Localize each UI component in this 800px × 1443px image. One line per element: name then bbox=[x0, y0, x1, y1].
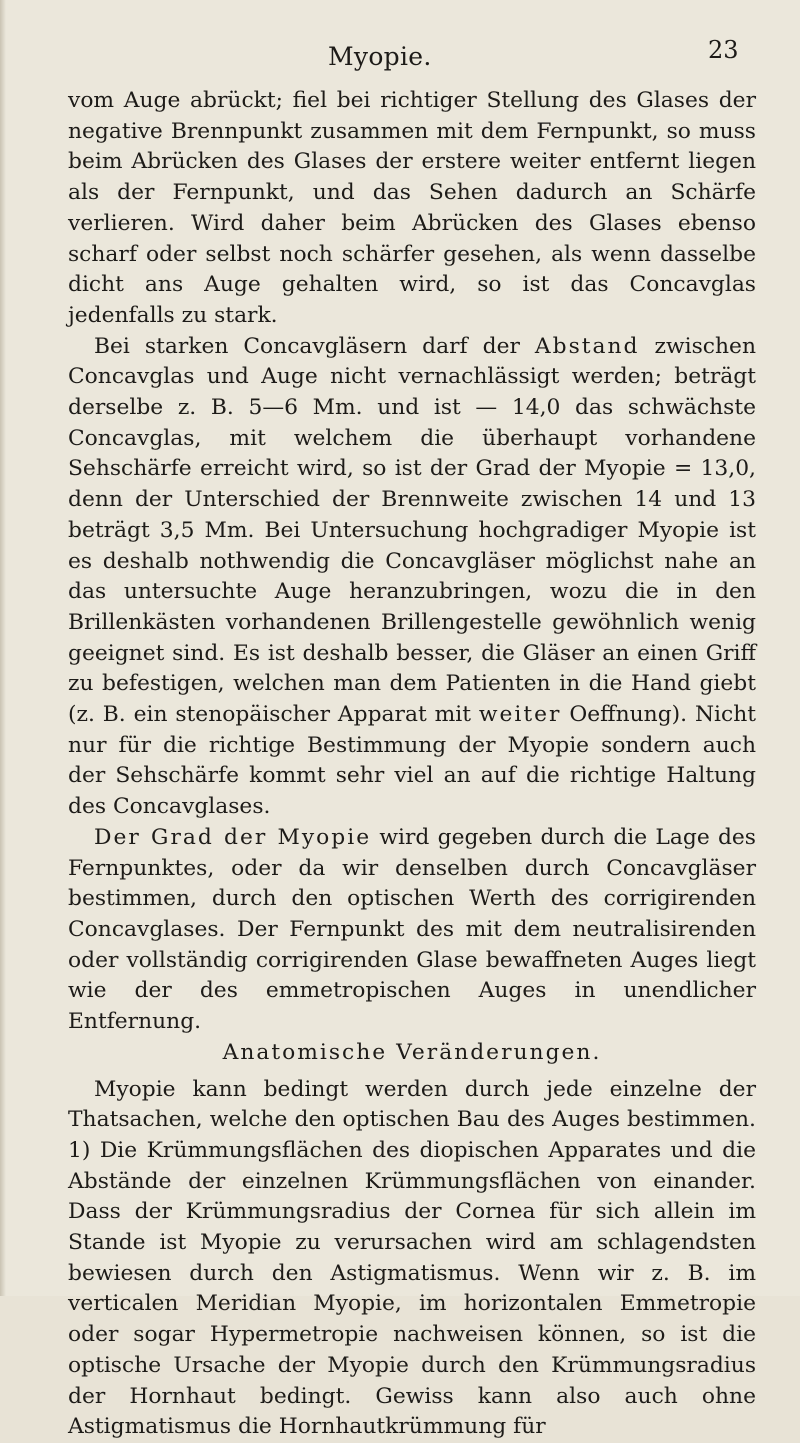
paragraph-1: vom Auge abrückt; fiel bei richtiger Stellung des Glases der negative Brennpunkt zusammen mit dem Fernpunkt, so muss beim Abrücken des Glases der erstere weiter entfernt liegen als der Fernpunkt, und das Sehen dadurch an Schärfe verlieren. Wird daher beim Abrücken des Glases ebenso scharf oder selbst noch schärfer gesehen, als wenn dasselbe dicht ans Auge gehalten wird, so ist das Concavglas jedenfalls zu stark. bbox=[68, 88, 756, 328]
paragraph-2-text-c: zwischen Concavglas und Auge nicht vernachlässigt werden; beträgt derselbe z. B. 5—6 Mm. und ist — 14,0 das schwächste Concavglas, mit welchem die überhaupt vorhandene Sehschärfe erreicht wird, so ist der Grad der Myopie = 13,0, denn der Unterschied der Brennweite zwischen 14 und 13 beträgt 3,5 Mm. Bei Untersuchung hochgradiger Myopie ist es deshalb nothwendig die Concavgläser möglichst nahe an das untersuchte Auge heranzubringen, wozu die in den Brillenkästen vorhandenen Brillengestelle gewöhnlich wenig geeignet sind. Es ist deshalb besser, die Gläser an einen Griff zu befestigen, welchen man dem Patienten in die Hand giebt (z. B. ein stenopäischer Apparat mit bbox=[68, 333, 756, 728]
emphasis-grad-der-myopie: Der Grad der Myopie bbox=[94, 824, 372, 850]
paragraph-4: Myopie kann bedingt werden durch jede einzelne der Thatsachen, welche den optischen Bau des Auges bestimmen. 1) Die Krümmungsflächen des diopischen Apparates und die Abstände der einzelnen Krümmungsflächen von einander. Dass der Krümmungsradius der Cornea für sich allein im Stande ist Myopie zu verursachen wird am schlagendsten bewiesen durch den Astigmatismus. Wenn wir z. B. im verticalen Meridian Myopie, im horizontalen Emmetropie oder sogar Hypermetropie nachweisen können, so ist die optische Ursache der Myopie durch den Krümmungsradius der Hornhaut bedingt. Gewiss kann also auch ohne Astigmatismus die Hornhautkrümmung für bbox=[68, 1076, 756, 1440]
paragraph-3-text-b: wird gegeben durch die Lage des Fernpunktes, oder da wir denselben durch Concavgläser bestimmen, durch den optischen Werth des corrigirenden Concavglases. Der Fernpunkt des mit dem neutralisirenden oder vollständig corrigirenden Glase bewaffneten Auges liegt wie der des emmetropischen Auges in unendlicher Entfernung. bbox=[68, 824, 756, 1035]
paragraph-3 bbox=[68, 823, 756, 1038]
page-number: 23 bbox=[708, 36, 739, 64]
page-header bbox=[0, 36, 800, 82]
section-heading: Anatomische Veränderungen. bbox=[222, 1039, 602, 1065]
paragraph-2-text-e: Oeffnung). Nicht nur für die richtige Bestimmung der Myopie sondern auch der Sehschärfe kommt sehr viel an auf die richtige Haltung des Concavglases. bbox=[68, 702, 756, 820]
body-text bbox=[68, 86, 756, 1443]
paragraph-2-text-a: Bei starken Concavgläsern darf der bbox=[94, 333, 535, 359]
running-title: Myopie. bbox=[328, 42, 432, 71]
emphasis-abstand: Abstand bbox=[534, 333, 640, 359]
page-edge-shadow bbox=[0, 0, 6, 1296]
paragraph-2 bbox=[68, 332, 756, 823]
emphasis-weiter: weiter bbox=[478, 702, 562, 728]
